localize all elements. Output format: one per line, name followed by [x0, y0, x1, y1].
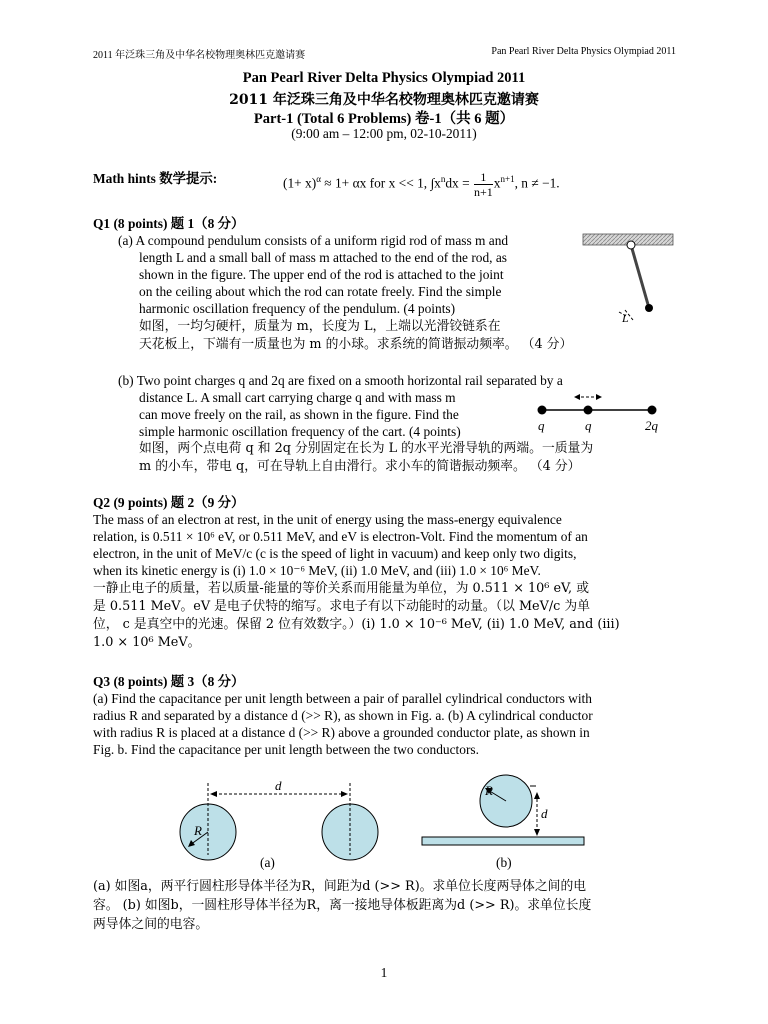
- formula-exponent: n: [440, 174, 446, 185]
- fig-a-caption: (a): [260, 855, 275, 870]
- fig-label-R: R: [194, 823, 202, 838]
- header-right: Pan Pearl River Delta Physics Olympiad 2011: [491, 46, 676, 57]
- fig-label-q1: q: [538, 418, 545, 433]
- q2-line: when its kinetic energy is (i) 1.0 × 10⁻⁶ MeV, (ii) 1.0 MeV, and (iii) 1.0 × 10⁶ MeV.: [93, 563, 541, 578]
- q3-line: with radius R is placed at a distance d (>> R) above a grounded conductor plate, as shown in: [93, 725, 590, 740]
- formula-part: x: [493, 175, 501, 191]
- math-hints-label: Math hints 数学提示:: [93, 171, 218, 186]
- q3-cn-line: (a) 如图a，两平行圆柱形导体半径为R，间距为d (>> R)。求单位长度两导体之间的电: [93, 879, 587, 894]
- arrow-right-icon: [341, 791, 348, 797]
- formula-part: dx =: [445, 175, 470, 191]
- q2-cn-line: 1.0 × 10⁶ MeV。: [93, 635, 201, 650]
- math-hints-formula: [283, 170, 560, 199]
- q1b-line: can move freely on the rail, as shown in the figure. Find the: [139, 407, 459, 422]
- arrow-left-icon: [210, 791, 217, 797]
- q1b-line: distance L. A small cart carrying charge q and with mass m: [139, 390, 456, 405]
- hinge-icon: [627, 241, 635, 249]
- title-cn: 2011 年泛珠三角及中华名校物理奥林匹克邀请赛: [229, 92, 539, 108]
- fraction-denominator: n+1: [474, 185, 493, 199]
- formula-fraction: [474, 170, 493, 199]
- q2-line: The mass of an electron at rest, in the unit of energy using the mass-energy equivalence: [93, 512, 562, 527]
- charge-2q-right: [648, 406, 657, 415]
- q3-cn-line: 两导体之间的电容。: [93, 917, 209, 932]
- q3-cn-line: 容。 (b) 如图b，一圆柱形导体半径为R，离一接地导体板距离为d (>> R)。求单位长度: [93, 898, 592, 913]
- q1a-line: length L and a small ball of mass m attached to the end of the rod, as: [139, 250, 508, 265]
- fraction-numerator: 1: [474, 170, 493, 185]
- title-en: Pan Pearl River Delta Physics Olympiad 2011: [242, 70, 526, 86]
- header-left: 2011 年泛珠三角及中华名校物理奥林匹克邀请赛: [93, 50, 306, 61]
- q2-heading: Q2 (9 points) 题 2（9 分）: [93, 495, 245, 510]
- q2-cn-line: 是 0.511 MeV。eV 是电子伏特的缩写。求电子有以下动能时的动量。（以 MeV/c 为单: [93, 599, 591, 614]
- q1b-cn-line2: m 的小车，带电 q，可在导轨上自由滑行。求小车的简谐振动频率。 （4 分）: [139, 459, 581, 474]
- cart-charge: [584, 406, 593, 415]
- q1-heading: Q1 (8 points) 题 1（8 分）: [93, 216, 245, 231]
- q1b-line: (b) Two point charges q and 2q are fixed on a smooth horizontal rail separated by a: [118, 373, 563, 388]
- q3-cn-text: [93, 877, 693, 934]
- title-part: Part-1 (Total 6 Problems) 卷-1（共 6 题）: [253, 111, 515, 127]
- fig-label-R: R: [485, 783, 493, 798]
- q2-text: [93, 511, 693, 579]
- formula-part: (1+ x): [283, 175, 317, 191]
- q2-line: relation, is 0.511 × 10⁶ eV, or 0.511 MeV, and eV is electron-Volt. Find the momentum of an: [93, 529, 588, 544]
- q1a-line: (a) A compound pendulum consists of a uniform rigid rod of mass m and: [118, 233, 509, 248]
- charge-q-left: [538, 406, 547, 415]
- cylinder-plate-figure-b: [418, 770, 598, 854]
- q3-text: [93, 690, 693, 758]
- q3-line: Fig. b. Find the capacitance per unit length between the two conductors.: [93, 742, 479, 757]
- q1b-cn-line1: 如图，两个点电荷 q 和 2q 分别固定在长为 L 的水平光滑导轨的两端。一质量为: [139, 441, 594, 456]
- fig-label-d: d: [275, 778, 282, 793]
- formula-exponent: α: [316, 174, 321, 185]
- q1a-cn-line2: 天花板上，下端有一质量也为 m 的小球。求系统的简谐振动频率。 （4 分）: [139, 337, 573, 352]
- fig-label-q2: q: [585, 418, 592, 433]
- rail-figure: [530, 388, 670, 438]
- q1a-line: shown in the figure. The upper end of the rod is attached to the joint: [139, 267, 504, 282]
- q1a-line: harmonic oscillation frequency of the pendulum. (4 points): [139, 301, 456, 316]
- page-number: 1: [380, 965, 388, 980]
- q2-cn-line: 一静止电子的质量，若以质量-能量的等价关系而用能量为单位，为 0.511 × 10⁶ eV, 或: [93, 581, 589, 596]
- title-time: (9:00 am – 12:00 pm, 02-10-2011): [291, 126, 477, 141]
- q1a-cn-line1: 如图，一均匀硬杆，质量为 m，长度为 L，上端以光滑铰链系在: [139, 319, 501, 334]
- fig-label-L: L: [622, 311, 629, 325]
- fig-label-d: d: [541, 806, 548, 821]
- pendulum-ball: [645, 304, 653, 312]
- q3-heading: Q3 (8 points) 题 3（8 分）: [93, 674, 245, 689]
- arrow-down-icon: [534, 829, 540, 836]
- q3-line: radius R and separated by a distance d (>> R), as shown in Fig. a. (b) A cylindrical conductor: [93, 708, 593, 723]
- formula-exponent: n+1: [500, 174, 515, 185]
- formula-part: , n ≠ −1.: [514, 175, 560, 191]
- cylinders-figure-a: [170, 775, 400, 875]
- q2-line: electron, in the unit of MeV/c (c is the speed of light in vacuum) and keep only two digits,: [93, 546, 577, 561]
- formula-part: ≈ 1+ αx for x << 1, ∫x: [320, 175, 441, 191]
- q1a-text: [118, 232, 578, 317]
- fig-label-2q: 2q: [645, 418, 658, 433]
- q1a-line: on the ceiling about which the rod can rotate freely. Find the simple: [139, 284, 502, 299]
- pendulum-rod: [631, 245, 649, 308]
- q1b-line: simple harmonic oscillation frequency of the cart. (4 points): [139, 424, 461, 439]
- ground-plate: [422, 837, 584, 845]
- cylinder-right: [322, 804, 378, 860]
- q2-cn-line: 位， c 是真空中的光速。保留 2 位有效数字。）(i) 1.0 × 10⁻⁶ MeV, (ii) 1.0 MeV, and (iii): [93, 617, 620, 632]
- q3-line: (a) Find the capacitance per unit length between a pair of parallel cylindrical conductors with: [93, 691, 592, 706]
- arrow-right-icon: [596, 394, 602, 400]
- arrow-left-icon: [574, 394, 580, 400]
- pendulum-figure: [575, 230, 675, 330]
- arrow-up-icon: [534, 792, 540, 799]
- q2-cn-text: [93, 580, 693, 652]
- fig-b-caption: (b): [496, 855, 512, 870]
